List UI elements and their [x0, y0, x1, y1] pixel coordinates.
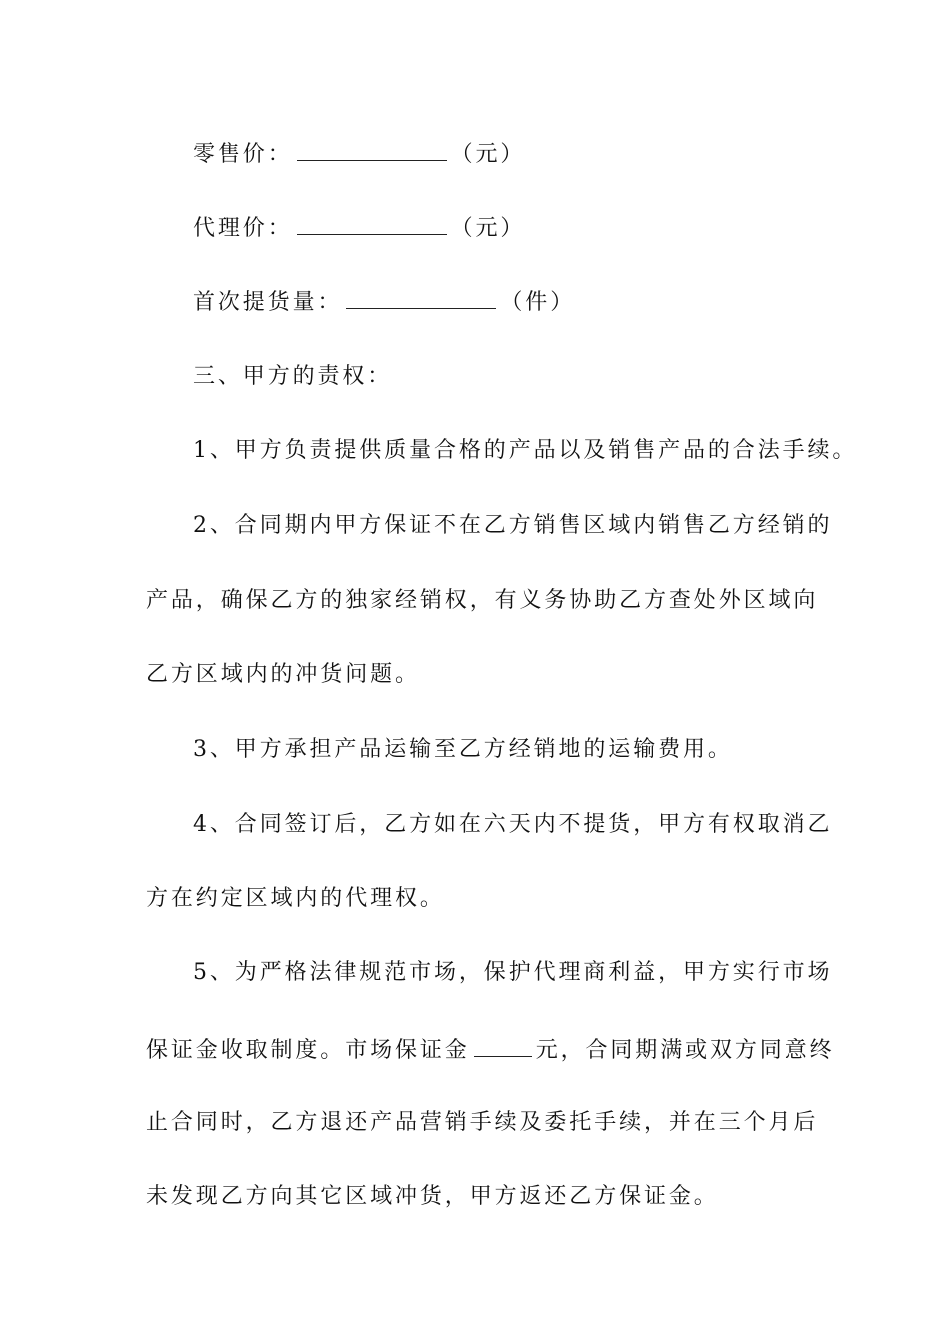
agent-price-unit: （元） [450, 216, 526, 241]
clause-5-text-b: 元，合同期满或双方同意终 [535, 1038, 835, 1063]
agent-price-blank[interactable] [297, 212, 447, 235]
first-order-unit: （件） [500, 290, 576, 315]
clause-4-line-1: 4、合同签订后，乙方如在六天内不提货，甲方有权取消乙 [193, 812, 833, 837]
first-order-line [0, 286, 950, 318]
clause-5-line-1: 5、为严格法律规范市场，保护代理商利益，甲方实行市场 [193, 960, 833, 985]
first-order-label: 首次提货量： [193, 290, 343, 315]
clause-5-line-2 [0, 1034, 950, 1066]
clause-3: 3、甲方承担产品运输至乙方经销地的运输费用。 [193, 737, 733, 762]
deposit-amount-blank[interactable] [474, 1034, 532, 1057]
clause-5-line-4: 未发现乙方向其它区域冲货，甲方返还乙方保证金。 [146, 1184, 719, 1209]
clause-2-line-3: 乙方区域内的冲货问题。 [146, 662, 420, 687]
agent-price-label: 代理价： [193, 216, 293, 241]
clause-5-text-a: 保证金收取制度。市场保证金 [146, 1038, 470, 1063]
retail-price-blank[interactable] [297, 138, 447, 161]
clause-2-line-1: 2、合同期内甲方保证不在乙方销售区域内销售乙方经销的 [193, 513, 833, 538]
clause-1: 1、甲方负责提供质量合格的产品以及销售产品的合法手续。 [193, 438, 858, 463]
clause-2-line-2: 产品，确保乙方的独家经销权，有义务协助乙方查处外区域向 [146, 588, 819, 613]
agent-price-line [0, 212, 950, 244]
retail-price-label: 零售价： [193, 142, 293, 167]
retail-price-line [0, 138, 950, 170]
retail-price-unit: （元） [450, 142, 526, 167]
clause-4-line-2: 方在约定区域内的代理权。 [146, 886, 445, 911]
section-heading: 三、甲方的责权： [193, 364, 393, 389]
clause-5-line-3: 止合同时，乙方退还产品营销手续及委托手续，并在三个月后 [146, 1110, 819, 1135]
first-order-blank[interactable] [346, 286, 496, 309]
